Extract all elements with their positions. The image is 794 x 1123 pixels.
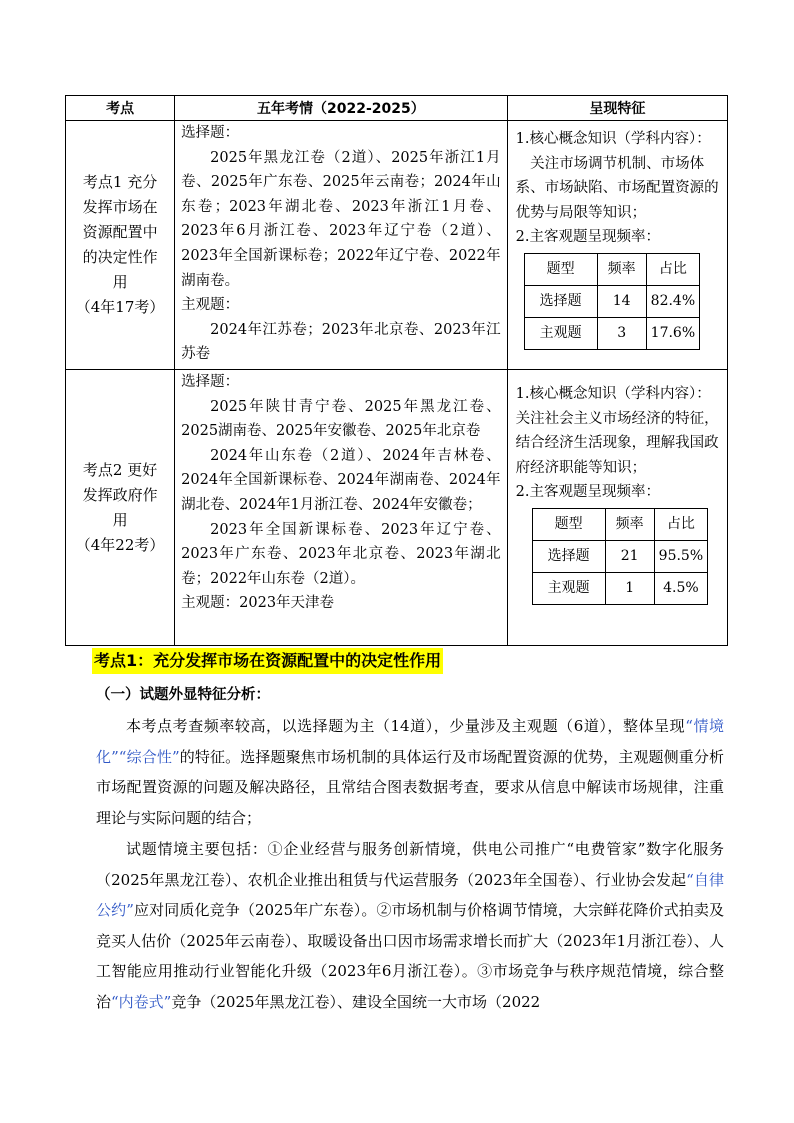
feature-cell: [507, 370, 727, 646]
freq-cell: 选择题: [532, 540, 605, 572]
freq-header: 占比: [646, 253, 699, 285]
header-features: 呈现特征: [507, 96, 727, 121]
paragraph-text: 本考点考查频率较高，以选择题为主（14道），少量涉及主观题（6道），整体呈现: [126, 717, 686, 735]
choice-list: 2025年陕甘青宁卷、2025年黑龙江卷、2025湖南卷、2025年安徽卷、2025年北京卷: [181, 398, 501, 440]
freq-cell: 21: [605, 540, 654, 572]
frequency-table: [524, 253, 700, 350]
topic-cell: [66, 121, 175, 370]
feature-title: 1.核心概念知识（学科内容）：: [515, 386, 711, 402]
section-title: 考点1：充分发挥市场在资源配置中的决定性作用: [92, 648, 443, 674]
topic-line: 考点2 更好: [82, 460, 158, 479]
choice-label: 选择题：: [181, 125, 240, 141]
freq-cell: 95.5%: [654, 540, 707, 572]
freq-cell: 17.6%: [646, 317, 699, 349]
section-subtitle: （一）试题外显特征分析：: [96, 687, 270, 703]
freq-cell: 14: [597, 285, 646, 317]
choice-list: 2024年山东卷（2道）、2024年吉林卷、2024年全国新课标卷、2024年湖南卷、2024年湖北卷、2024年1月浙江卷、2024年安徽卷；: [181, 447, 501, 513]
topic-line: 资源配置中: [82, 223, 158, 241]
freq-cell: 主观题: [532, 572, 605, 604]
topic-line: （4年17考）: [75, 298, 165, 316]
exam-cell: [175, 121, 508, 370]
choice-list: 2023年全国新课标卷、2023年辽宁卷、2023年广东卷、2023年北京卷、2023年湖北卷；2022年山东卷（2道）。: [181, 521, 501, 587]
feature-cell: [507, 121, 727, 370]
topic-line: 发挥政府作: [82, 485, 158, 504]
analysis-paragraph-1: [96, 711, 724, 833]
exam-analysis-table: [65, 95, 728, 646]
topic-cell: [66, 370, 175, 646]
paragraph-text: 的特征。选择题聚焦市场机制的具体运行及市场配置资源的优势，主观题侧重分析市场配置资源的问题及解决路径，且常结合图表数据考查，要求从信息中解读市场规律，注重理论与实际问题的结合；: [96, 747, 724, 827]
feature-body: 关注市场调节机制、市场体系、市场缺陷、市场配置资源的优势与局限等知识；: [515, 155, 719, 221]
topic-line: 发挥市场在: [82, 198, 158, 216]
table-header-row: [66, 96, 728, 121]
paragraph-text: 应对同质化竞争（2025年广东卷）。②市场机制与价格调节情境，大宗鲜花降价式拍卖及竞买人估价（2025年云南卷）、取暖设备出口因市场需求增长而扩大（2023年1月浙江卷）、人工智能应用推动行业智能化升级（2023年6月浙江卷）。③市场竞争与秩序规范情境，综合整治: [96, 901, 724, 1011]
choice-list: 2025年黑龙江卷（2道）、2025年浙江1月卷、2025年广东卷、2025年云南卷；2024年山东卷；2023年湖北卷、2023年浙江1月卷、2023年6月浙江卷、2023年辽宁卷（2道）、2023年全国新课标卷；2022年辽宁卷、2022年湖南卷。: [181, 149, 501, 289]
freq-row: [524, 317, 699, 349]
freq-header: 频率: [597, 253, 646, 285]
freq-title: 2.主客观题呈现频率：: [515, 484, 660, 500]
topic-line: 用: [112, 273, 128, 291]
choice-label: 选择题：: [181, 374, 240, 390]
paragraph-text: 竞争（2025年黑龙江卷）、建设全国统一大市场（2022: [171, 992, 541, 1011]
paragraph-text: 试题情境主要包括：①企业经营与服务创新情境，供电公司推广“电费管家”数字化服务（2025年黑龙江卷）、农机企业推出租赁与代运营服务（2023年全国卷）、行业协会发起: [96, 840, 724, 889]
highlight-term: “自律公约”: [96, 870, 724, 919]
frequency-table: [532, 508, 708, 605]
freq-header: 题型: [532, 508, 605, 540]
subjective-label: 主观题：2023年天津卷: [181, 595, 335, 612]
topic-line: 用: [112, 510, 128, 529]
freq-row: [532, 540, 707, 572]
topic-line: 的决定性作: [82, 248, 158, 266]
header-topic: 考点: [66, 96, 175, 121]
table-row: [66, 370, 728, 646]
highlight-term: “综合性”: [118, 747, 180, 766]
highlight-term: “情境化”: [96, 717, 725, 766]
feature-title: 1.核心概念知识（学科内容）：: [515, 131, 711, 147]
freq-cell: 1: [605, 572, 654, 604]
exam-cell: [175, 370, 508, 646]
highlight-term: “内卷式”: [111, 992, 172, 1011]
freq-header-row: [524, 253, 699, 285]
subjective-label: 主观题：: [181, 297, 240, 314]
analysis-paragraph-2: [96, 834, 724, 1017]
feature-body: 关注社会主义市场经济的特征，结合经济生活现象，理解我国政府经济职能等知识；: [515, 410, 719, 476]
freq-header-row: [532, 508, 707, 540]
freq-cell: 4.5%: [654, 572, 707, 604]
freq-header: 占比: [654, 508, 707, 540]
freq-cell: 82.4%: [646, 285, 699, 317]
topic-line: （4年22考）: [75, 535, 165, 554]
freq-cell: 3: [597, 317, 646, 349]
freq-header: 频率: [605, 508, 654, 540]
freq-header: 题型: [524, 253, 597, 285]
freq-cell: 选择题: [524, 285, 597, 317]
freq-row: [532, 572, 707, 604]
freq-cell: 主观题: [524, 317, 597, 349]
topic-line: 考点1 充分: [82, 173, 158, 191]
subjective-list: 2024年江苏卷；2023年北京卷、2023年江苏卷: [181, 321, 501, 363]
table-row: [66, 121, 728, 370]
header-exams: 五年考情（2022-2025）: [175, 96, 508, 121]
freq-title: 2.主客观题呈现频率：: [515, 229, 660, 245]
freq-row: [524, 285, 699, 317]
